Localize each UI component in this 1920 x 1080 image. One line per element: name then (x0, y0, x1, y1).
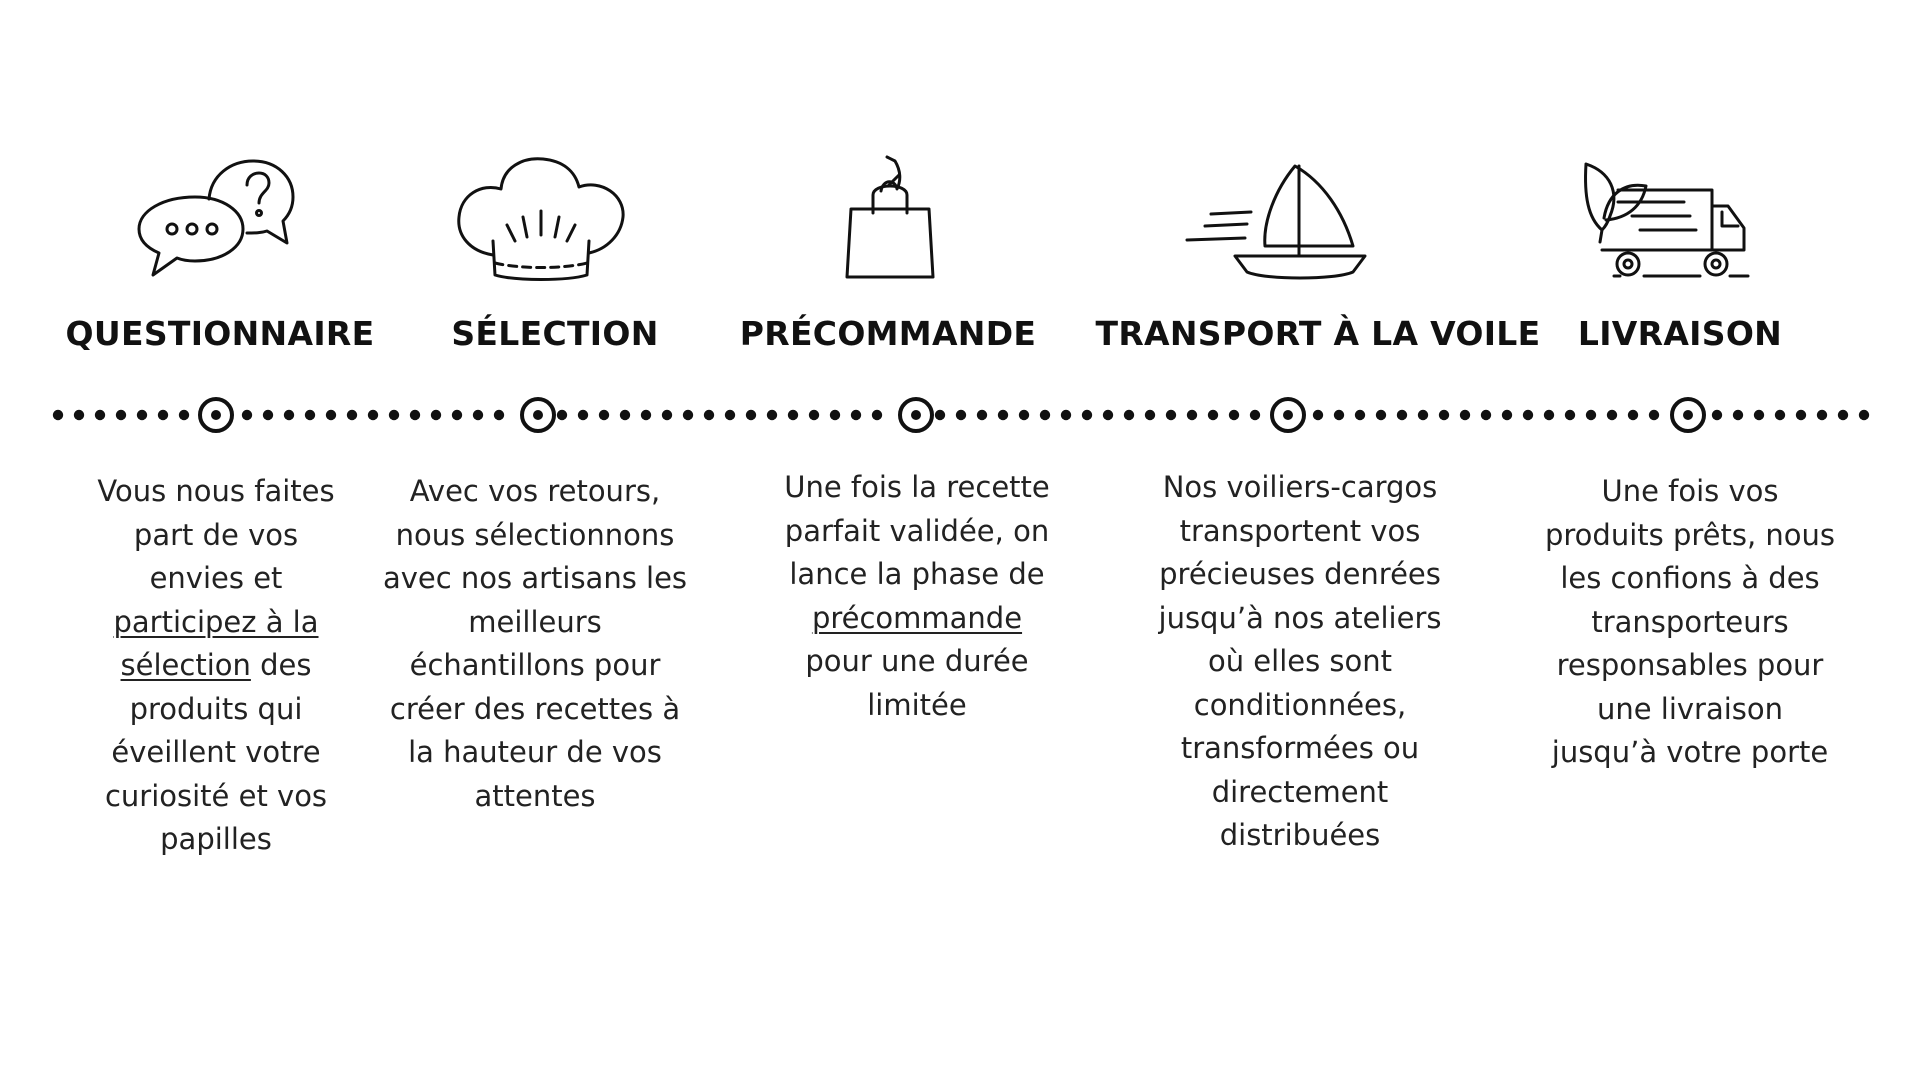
eco-delivery-truck-icon (1580, 158, 1750, 284)
desc-text: Une fois la recette parfait validée, on lance la phase de (784, 470, 1050, 591)
timeline-dot (1124, 410, 1134, 420)
timeline-dot (578, 410, 588, 420)
timeline-dot (725, 410, 735, 420)
timeline-dot (1418, 410, 1428, 420)
timeline-dot (557, 410, 567, 420)
timeline-dot (1229, 410, 1239, 420)
timeline-dot (1649, 410, 1659, 420)
timeline-dot (641, 410, 651, 420)
step-title-transport: TRANSPORT À LA VOILE (1095, 314, 1541, 353)
timeline-dot (389, 410, 399, 420)
timeline-dot (956, 410, 966, 420)
timeline-dot (284, 410, 294, 420)
timeline-dot (1754, 410, 1764, 420)
timeline-dot (1187, 410, 1197, 420)
step-title-livraison: LIVRAISON (1577, 314, 1783, 353)
timeline-dot (431, 410, 441, 420)
sailboat-icon (1175, 160, 1375, 282)
timeline-dot (1733, 410, 1743, 420)
timeline-dot (1313, 410, 1323, 420)
timeline-dot (746, 410, 756, 420)
step-desc-selection (380, 470, 690, 818)
timeline-dot (620, 410, 630, 420)
step-title-questionnaire: QUESTIONNAIRE (65, 314, 375, 353)
timeline-dot (599, 410, 609, 420)
timeline-dot (851, 410, 861, 420)
timeline-dot (1502, 410, 1512, 420)
desc-text: pour une durée limitée (805, 644, 1029, 722)
timeline-dot (494, 410, 504, 420)
timeline-dot (1334, 410, 1344, 420)
timeline-dot (137, 410, 147, 420)
timeline-dot (1061, 410, 1071, 420)
timeline-dot (1544, 410, 1554, 420)
timeline-marker-3 (900, 399, 932, 431)
timeline-dot (263, 410, 273, 420)
timeline-dot (977, 410, 987, 420)
timeline-dot (1460, 410, 1470, 420)
timeline-marker-4 (1272, 399, 1304, 431)
speech-bubbles-question-icon (135, 155, 295, 280)
step-title-precommande: PRÉCOMMANDE (739, 314, 1037, 353)
timeline-dot (788, 410, 798, 420)
timeline-dot (1607, 410, 1617, 420)
timeline-dot (242, 410, 252, 420)
timeline-dot (74, 410, 84, 420)
timeline-marker-1 (200, 399, 232, 431)
timeline-dot (1628, 410, 1638, 420)
timeline-dot (368, 410, 378, 420)
timeline-dot (158, 410, 168, 420)
dotted-timeline (0, 390, 1920, 440)
desc-text: Une fois vos produits prêts, nous les confions à des transporteurs responsables pour une livraison jusqu’à votre porte (1544, 474, 1836, 769)
timeline-dot (1712, 410, 1722, 420)
underlined-link-text: participez à la sélection (113, 604, 319, 682)
timeline-dot (1817, 410, 1827, 420)
timeline-dot (1250, 410, 1260, 420)
timeline-dot (1082, 410, 1092, 420)
timeline-dot (767, 410, 777, 420)
timeline-marker-5 (1672, 399, 1704, 431)
timeline-dot (452, 410, 462, 420)
timeline-dot (326, 410, 336, 420)
timeline-dot (1166, 410, 1176, 420)
step-desc-precommande (777, 466, 1057, 727)
step-desc-questionnaire (91, 470, 341, 862)
timeline-dot (179, 410, 189, 420)
timeline-marker-2 (522, 399, 554, 431)
step-desc-livraison (1540, 470, 1840, 775)
timeline-dot (662, 410, 672, 420)
chef-hat-icon (455, 155, 627, 283)
timeline-dot (872, 410, 882, 420)
step-desc-transport (1150, 466, 1450, 858)
timeline-dot (1397, 410, 1407, 420)
timeline-dot (1103, 410, 1113, 420)
timeline-dot (116, 410, 126, 420)
timeline-dot (1565, 410, 1575, 420)
timeline-dot (1040, 410, 1050, 420)
timeline-dot (1376, 410, 1386, 420)
timeline-dot (998, 410, 1008, 420)
timeline-dot (704, 410, 714, 420)
shopping-bag-icon (845, 155, 935, 283)
step-title-selection: SÉLECTION (451, 314, 659, 353)
timeline-dot (1208, 410, 1218, 420)
timeline-dot (305, 410, 315, 420)
desc-text: Vous nous faites part de vos envies et (97, 474, 335, 595)
timeline-dot (830, 410, 840, 420)
timeline-dot (1586, 410, 1596, 420)
timeline-dot (347, 410, 357, 420)
desc-text: Avec vos retours, nous sélectionnons avec nos artisans les meilleurs échantillons pour créer des recettes à la hauteur de vos attentes (382, 474, 688, 813)
timeline-dot (1019, 410, 1029, 420)
timeline-dot (1796, 410, 1806, 420)
timeline-dot (683, 410, 693, 420)
timeline-dot (1145, 410, 1155, 420)
timeline-dot (410, 410, 420, 420)
timeline-dot (1481, 410, 1491, 420)
timeline-dot (53, 410, 63, 420)
timeline-dot (1859, 410, 1869, 420)
timeline-dot (1439, 410, 1449, 420)
timeline-dot (473, 410, 483, 420)
timeline-dot (1355, 410, 1365, 420)
desc-text: des produits qui éveillent votre curiosité et vos papilles (104, 648, 328, 856)
timeline-dot (1523, 410, 1533, 420)
desc-text: Nos voiliers-cargos transportent vos précieuses denrées jusqu’à nos ateliers où elles sont conditionnées, transformées ou directement distribuées (1158, 470, 1442, 852)
timeline-dot (95, 410, 105, 420)
timeline-dot (1838, 410, 1848, 420)
timeline-dot (1775, 410, 1785, 420)
timeline-dot (935, 410, 945, 420)
timeline-dot (809, 410, 819, 420)
underlined-link-text: précommande (811, 600, 1023, 635)
